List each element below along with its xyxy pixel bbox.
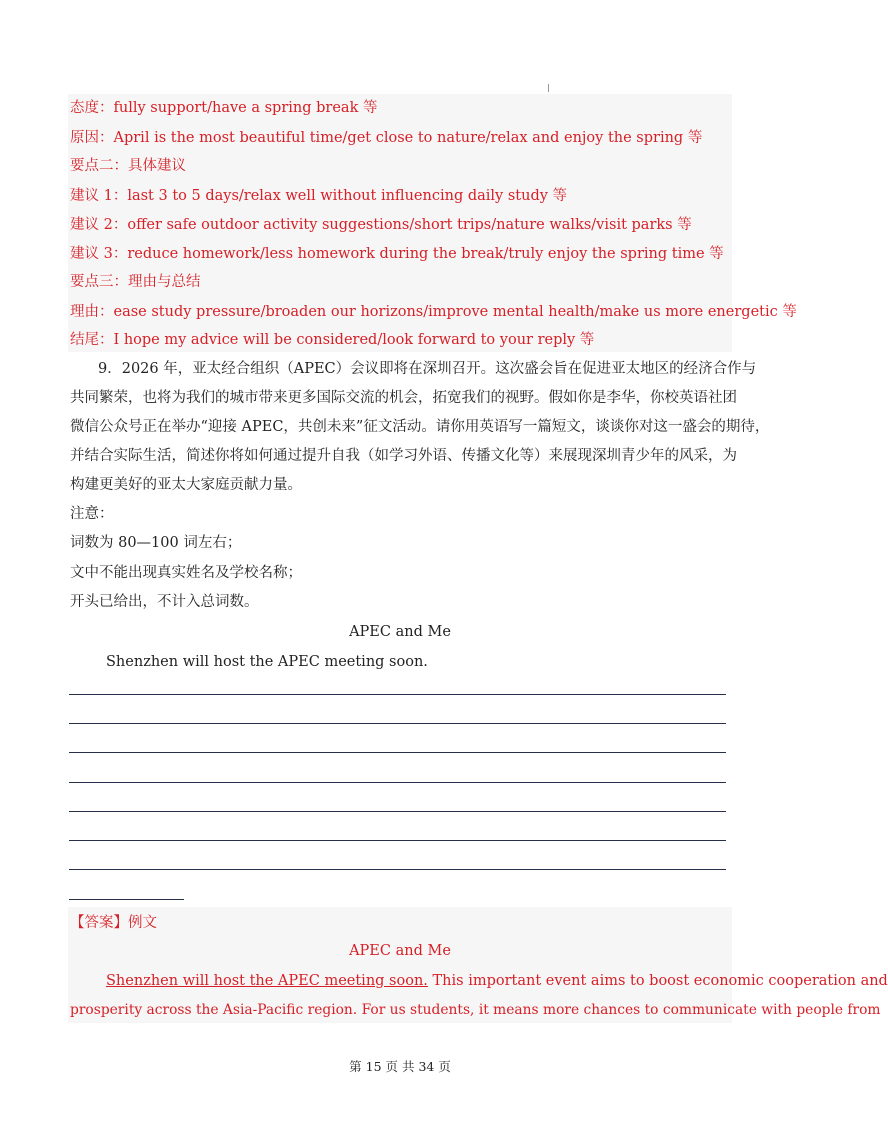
- answer-underlined-opening: Shenzhen will host the APEC meeting soon.: [106, 973, 428, 989]
- essay-title: APEC and Me: [349, 624, 451, 640]
- question-line: 共同繁荣，也将为我们的城市带来更多国际交流的机会，拓宽我们的视野。假如你是李华，你校英语社团: [70, 390, 737, 406]
- hint-line: 原因：April is the most beautiful time/get close to nature/relax and enjoy the spring 等: [70, 130, 703, 146]
- hint-line: 建议 1：last 3 to 5 days/relax well without influencing daily study 等: [70, 188, 568, 204]
- hint-line: 理由：ease study pressure/broaden our horizons/improve mental health/make us more energetic 等: [70, 304, 797, 320]
- answer-line-1: [106, 969, 888, 993]
- hint-line: 态度：fully support/have a spring break 等: [70, 100, 378, 116]
- writing-line[interactable]: [69, 869, 726, 870]
- hint-line: 结尾：I hope my advice will be considered/look forward to your reply 等: [70, 332, 595, 348]
- hint-line: 要点二：具体建议: [70, 158, 186, 174]
- note-item: 词数为 80—100 词左右；: [70, 535, 242, 551]
- writing-line[interactable]: [69, 811, 726, 812]
- note-item: 开头已给出，不计入总词数。: [70, 594, 259, 610]
- answer-line-2: prosperity across the Asia-Pacific region. For us students, it means more chances to communicate with people from: [70, 1002, 881, 1018]
- question-line: 微信公众号正在举办“迎接 APEC，共创未来”征文活动。请你用英语写一篇短文，谈谈你对这一盛会的期待，: [70, 419, 770, 435]
- essay-opening: Shenzhen will host the APEC meeting soon.: [106, 654, 428, 670]
- note-item: 文中不能出现真实姓名及学校名称；: [70, 565, 302, 581]
- hint-line: 建议 3：reduce homework/less homework during the break/truly enjoy the spring time 等: [70, 246, 724, 262]
- answer-title: APEC and Me: [349, 943, 451, 959]
- page-tick-mark: [548, 84, 549, 92]
- writing-line[interactable]: [69, 694, 726, 695]
- writing-line-short[interactable]: [69, 899, 184, 900]
- question-line: 构建更美好的亚太大家庭贡献力量。: [70, 477, 302, 493]
- question-line: 并结合实际生活，简述你将如何通过提升自我（如学习外语、传播文化等）来展现深圳青少年的风采，为: [70, 448, 737, 464]
- writing-line[interactable]: [69, 782, 726, 783]
- page-number-footer: 第 15 页 共 34 页: [349, 1059, 451, 1074]
- writing-line[interactable]: [69, 723, 726, 724]
- writing-line[interactable]: [69, 752, 726, 753]
- hint-line: 建议 2：offer safe outdoor activity suggestions/short trips/nature walks/visit parks 等: [70, 217, 692, 233]
- answer-line-1-rest: This important event aims to boost economic cooperation and: [427, 973, 888, 989]
- notes-heading: 注意：: [70, 506, 114, 522]
- hint-line: 要点三：理由与总结: [70, 274, 201, 290]
- writing-line[interactable]: [69, 840, 726, 841]
- answer-label: 【答案】例文: [70, 915, 157, 931]
- question-line: 9．2026 年，亚太经合组织（APEC）会议即将在深圳召开。这次盛会旨在促进亚太地区的经济合作与: [98, 361, 757, 377]
